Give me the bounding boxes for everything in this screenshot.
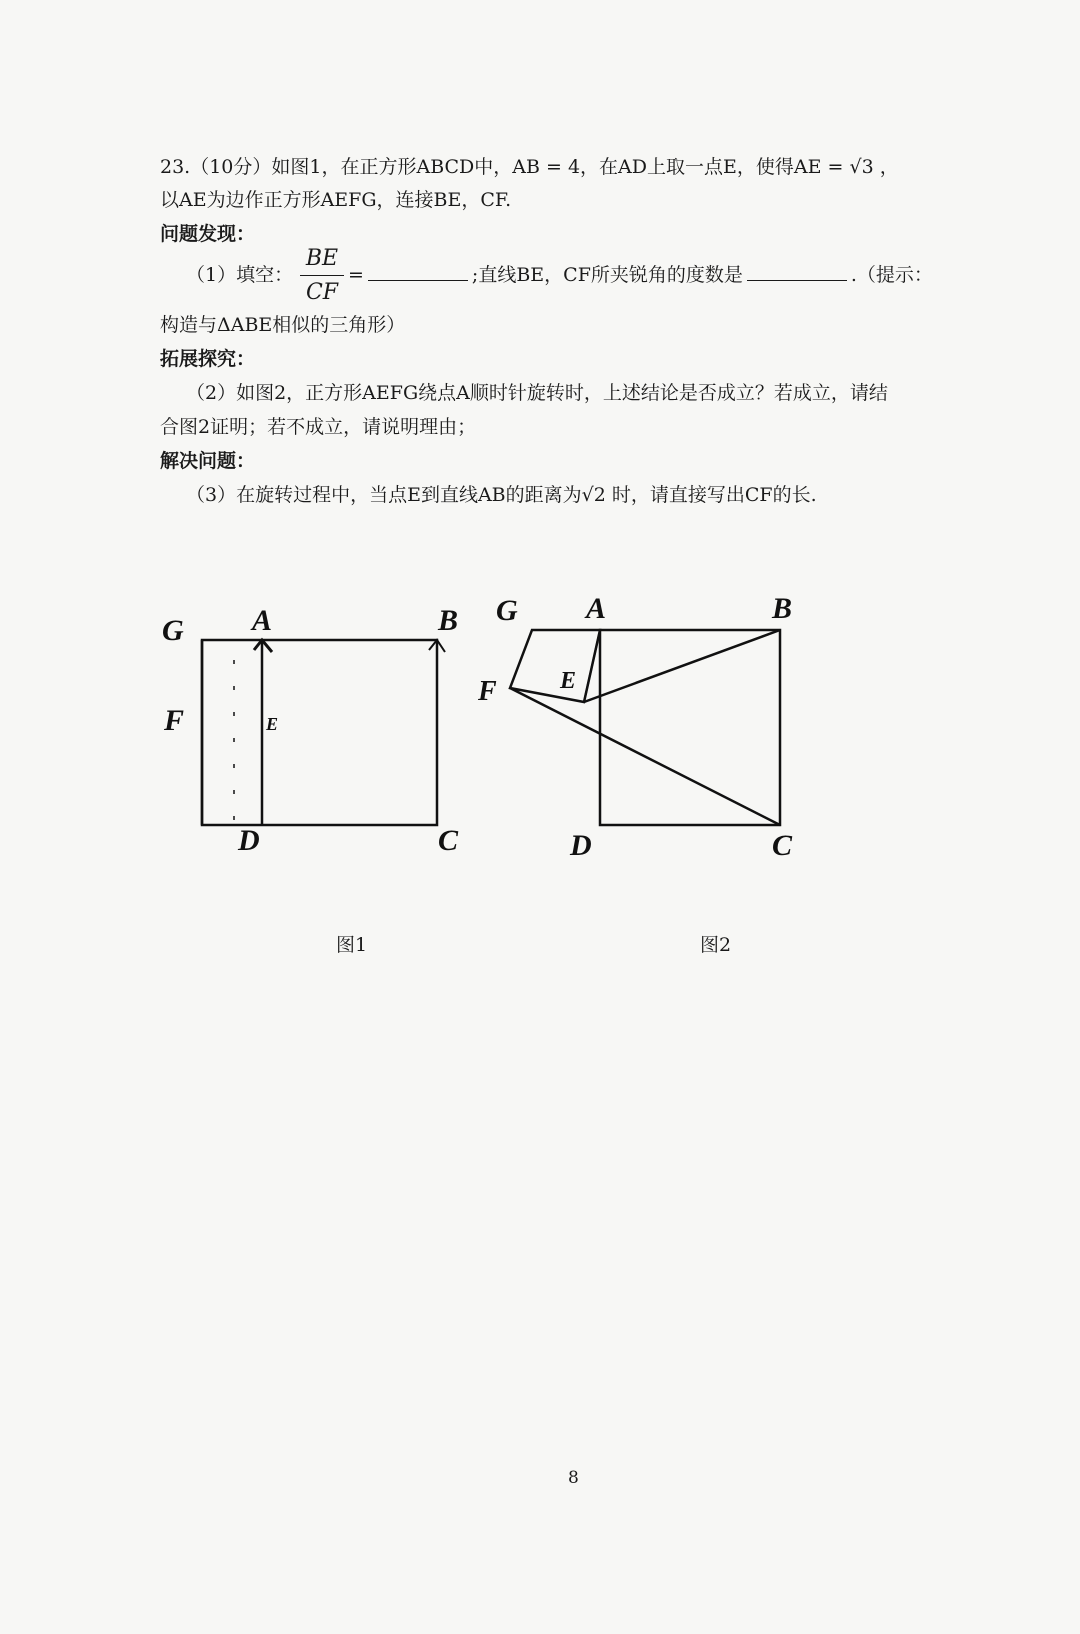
label-f: F xyxy=(478,676,497,707)
heading-extension: 拓展探究： xyxy=(160,348,256,370)
question-1-hint: 构造与ΔABE相似的三角形） xyxy=(160,314,406,336)
label-a: A xyxy=(252,604,273,637)
segment-be xyxy=(584,630,780,702)
label-b: B xyxy=(438,604,459,637)
fraction-numerator: BE xyxy=(300,246,344,276)
equals-sign: = xyxy=(348,264,364,286)
page-number: 8 xyxy=(568,1468,579,1488)
label-c: C xyxy=(438,824,459,857)
label-c: C xyxy=(772,829,793,862)
label-e: E xyxy=(266,714,279,734)
fraction-be-over-cf xyxy=(300,246,344,305)
segment-ae xyxy=(584,630,600,702)
answer-blank-2 xyxy=(747,280,847,281)
heading-discovery: 问题发现： xyxy=(160,223,256,245)
figure-2 xyxy=(478,590,850,900)
label-d: D xyxy=(238,824,260,857)
label-g: G xyxy=(162,614,184,647)
question-1-middle: ;直线BE，CF所夹锐角的度数是 xyxy=(471,264,743,286)
fraction-denominator: CF xyxy=(305,280,339,305)
label-e: E xyxy=(560,668,577,694)
figure-1 xyxy=(150,600,490,900)
question-1-suffix: .（提示： xyxy=(850,264,933,286)
question-3-line1: （3）在旋转过程中，当点E到直线AB的距离为√2 时，请直接写出CF的长. xyxy=(186,484,817,506)
figure-2-caption: 图2 xyxy=(700,934,732,956)
label-g: G xyxy=(496,594,518,627)
label-d: D xyxy=(570,829,592,862)
question-2-line1: （2）如图2，正方形AEFG绕点A顺时针旋转时，上述结论是否成立？若成立，请结 xyxy=(186,382,888,404)
question-1-prefix: （1）填空： xyxy=(186,264,294,286)
heading-solve: 解决问题： xyxy=(160,450,256,472)
label-b: B xyxy=(772,592,793,625)
square-abcd-outline xyxy=(600,630,780,825)
question-1-body xyxy=(348,266,933,285)
square-abcd-outline xyxy=(202,640,437,825)
segment-cf xyxy=(510,688,780,825)
answer-blank-1 xyxy=(368,280,468,281)
question-2-line2: 合图2证明；若不成立，请说明理由； xyxy=(160,416,477,438)
problem-intro-line1: 23.（10分）如图1，在正方形ABCD中，AB = 4，在AD上取一点E，使得AE = √3 ， xyxy=(160,156,899,178)
label-a: A xyxy=(586,592,607,625)
figure-1-caption: 图1 xyxy=(336,934,368,956)
label-f: F xyxy=(164,704,185,737)
problem-intro-line2: 以AE为边作正方形AEFG，连接BE，CF. xyxy=(160,189,512,211)
